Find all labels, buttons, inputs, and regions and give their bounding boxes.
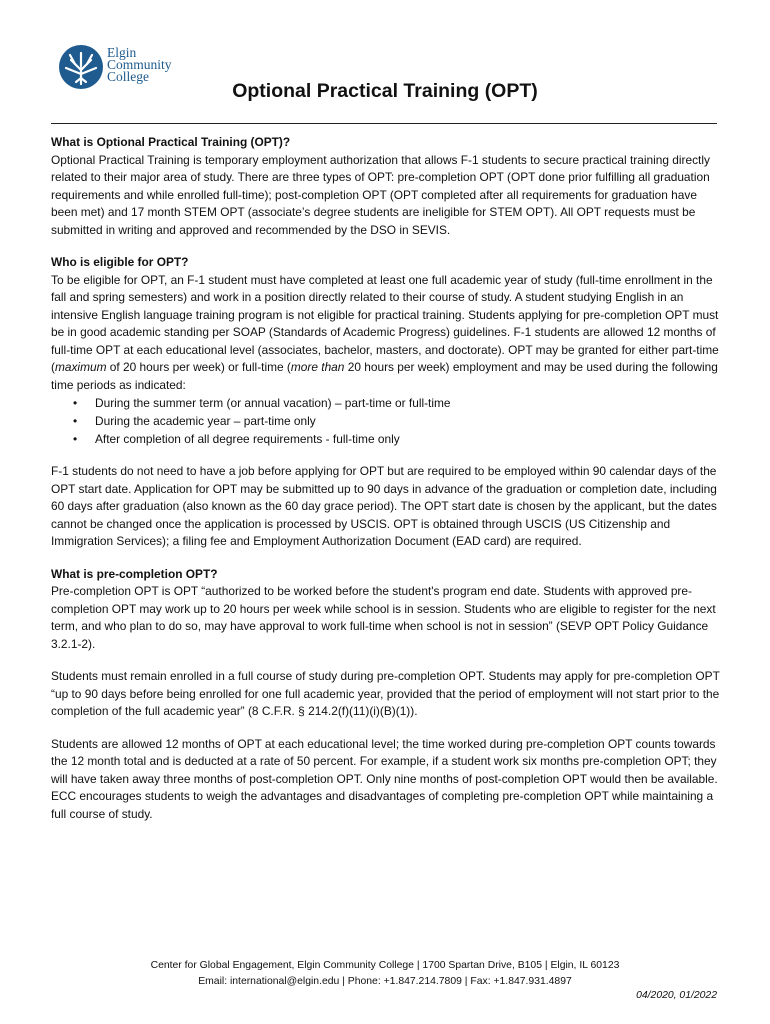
- title-divider: [51, 123, 717, 124]
- heading-what-is-opt: What is Optional Practical Training (OPT)?: [51, 135, 291, 149]
- eligibility-text-main: To be eligible for OPT, an F-1 student must have completed at least one full academic year of study (full-time enrollment in the fall and spring semesters) and work in a position directly related to their course of study. A student studying English in an intensive English language training program is not eligible for practical training. Students applying for pre-completion OPT must be in good academic standing per SOAP (Standards of Academic Progress) guidelines. F-1 students are allowed 12 months of full-time OPT at each educational level (associates, bachelor, masters, and doctorate). OPT may be granted for either part-time (: [51, 272, 719, 374]
- list-item: • After completion of all degree requirements - full-time only: [73, 432, 400, 446]
- document-body: [51, 134, 723, 823]
- eligibility-italic-maximum: maximum: [54, 360, 107, 374]
- eligibility-text-end: 20 hours per week) employment and may be used during the following time periods as indicated:: [51, 360, 718, 392]
- bullet-icon: •: [73, 396, 78, 410]
- logo-line-3: College: [107, 69, 149, 84]
- paragraph-pre-completion-1: Pre-completion OPT is OPT “authorized to be worked before the student's program end date. Students with approved pre-completion OPT may work up to 20 hours per week while school is in session. Students who are eligible to register for the next term, and who plan to do so, may have approval to work full-time when school is not in session” (SEVP OPT Policy Guidance 3.2.1-2).: [51, 584, 716, 651]
- time-periods-list: [51, 394, 723, 448]
- logo-line-1: Elgin: [107, 45, 137, 60]
- paragraph-pre-completion-2: Students must remain enrolled in a full course of study during pre-completion OPT. Students may apply for pre-completion OPT “up to 90 days before being enrolled for one full academic year, provided that the period of employment will not start prior to the completion of the full academic year” (8 C.F.R. § 214.2(f)(11)(i)(B)(1)).: [51, 669, 720, 718]
- paragraph-pre-completion-3: Students are allowed 12 months of OPT at each educational level; the time worked during pre-completion OPT counts towards the 12 month total and is deducted at a rate of 50 percent. For example, if a student work six months pre-completion OPT; they will have taken away three months of post-completion OPT. Only nine months of post-completion OPT would then be available. ECC encourages students to weigh the advantages and disadvantages of completing pre-completion OPT while maintaining a full course of study.: [51, 736, 718, 821]
- footer-address: Center for Global Engagement, Elgin Community College | 1700 Spartan Drive, B105 | Elgin, IL 60123: [150, 960, 620, 971]
- footer-contact: Email: international@elgin.edu | Phone: +1.847.214.7809 | Fax: +1.847.931.4897: [198, 975, 572, 987]
- list-item: • During the summer term (or annual vacation) – part-time or full-time: [73, 396, 451, 410]
- paragraph-what-is-opt: Optional Practical Training is temporary employment authorization that allows F-1 students to secure practical training directly related to their major area of study. There are three types of OPT: pre-completion OPT (OPT done prior fulfilling all graduation requirements and while enrolled full-time); post-completion OPT (OPT completed after all requirements for graduation have been met) and 17 month STEM OPT (associate’s degree students are ineligible for STEM OPT). All OPT requests must be submitted in writing and approved and recommended by the DSO in SEVIS.: [51, 152, 710, 237]
- eligibility-italic-more-than: more than: [290, 360, 345, 374]
- logo-line-2: Community: [107, 57, 172, 72]
- eligibility-text-mid: of 20 hours per week) or full-time (: [106, 360, 291, 374]
- bullet-icon: •: [73, 432, 78, 446]
- page-title: Optional Practical Training (OPT): [232, 80, 538, 102]
- bullet-icon: •: [73, 414, 78, 428]
- heading-pre-completion-opt: What is pre-completion OPT?: [51, 566, 218, 581]
- paragraph-eligibility: [51, 272, 723, 395]
- heading-who-is-eligible: Who is eligible for OPT?: [51, 255, 189, 269]
- revision-date: 04/2020, 01/2022: [636, 990, 717, 1001]
- logo-wordmark: [107, 47, 172, 83]
- list-item: • During the academic year – part-time only: [73, 414, 316, 428]
- paragraph-job-requirement: F-1 students do not need to have a job before applying for OPT but are required to be employed within 90 calendar days of the OPT start date. Application for OPT may be submitted up to 90 days in advance of the graduation or completion date, including 60 days after graduation (also known as the 60 day grace period). The OPT start date is chosen by the applicant, but the dates cannot be changed once the application is processed by USCIS. OPT is obtained through USCIS (US Citizenship and Immigration Services); a filing fee and Employment Authorization Document (EAD card) are required.: [51, 464, 717, 548]
- page-footer: [0, 958, 770, 989]
